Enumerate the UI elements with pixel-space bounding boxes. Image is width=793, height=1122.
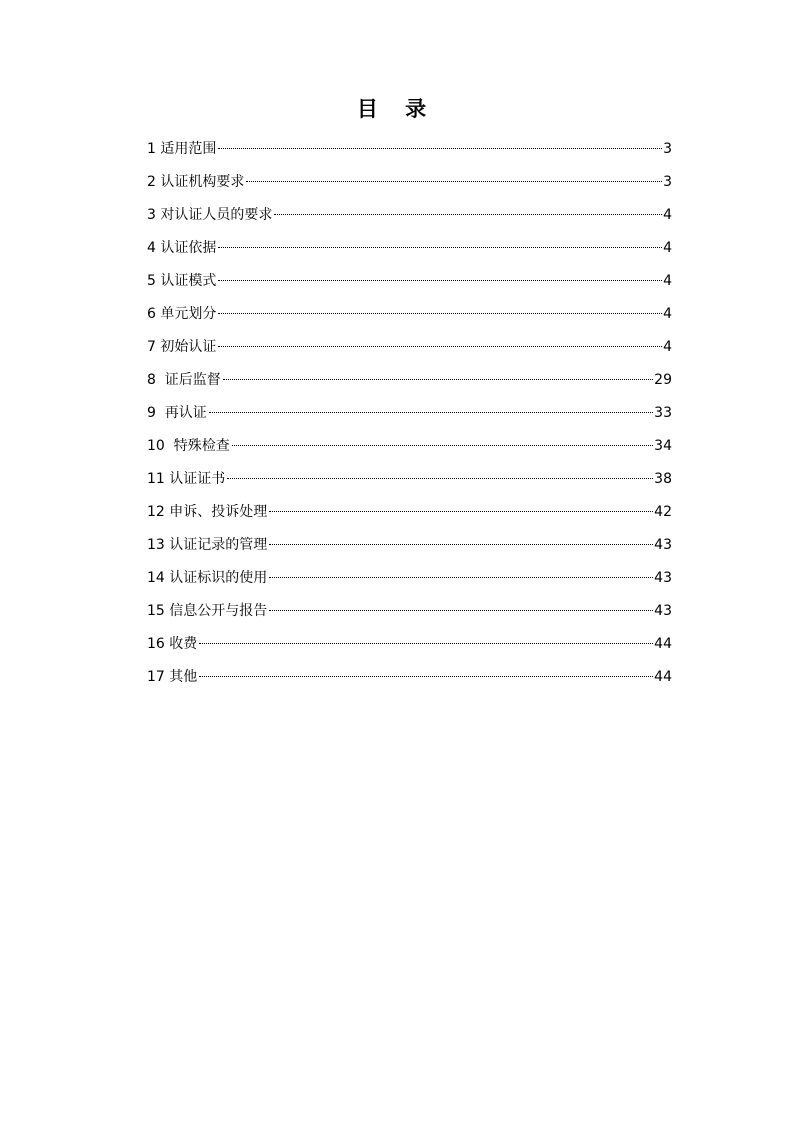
toc-page-number: 33 (654, 405, 672, 421)
toc-title: 目 录 (356, 97, 437, 121)
toc-entry-label: 15 信息公开与报告 (147, 603, 268, 619)
toc-dot-leader (269, 610, 653, 611)
toc-entry-label: 10 特殊检查 (147, 438, 230, 454)
toc-page-number: 3 (663, 174, 672, 190)
toc-entry[interactable] (147, 236, 672, 269)
toc-entry-label: 7 初始认证 (147, 339, 217, 355)
toc-entry[interactable] (147, 302, 672, 335)
toc-entry[interactable] (147, 533, 672, 566)
toc-page-number: 3 (663, 141, 672, 157)
toc-entry-label: 17 其他 (147, 669, 198, 685)
toc-entry[interactable] (147, 368, 672, 401)
toc-entry[interactable] (147, 467, 672, 500)
toc-page-number: 29 (654, 372, 672, 388)
toc-dot-leader (269, 511, 653, 512)
toc-dot-leader (199, 676, 653, 677)
toc-entry[interactable] (147, 599, 672, 632)
toc-dot-leader (274, 214, 662, 215)
toc-dot-leader (218, 313, 662, 314)
toc-dot-leader (218, 280, 662, 281)
toc-page-number: 38 (654, 471, 672, 487)
toc-page-number: 4 (663, 240, 672, 256)
toc-page-number: 43 (654, 603, 672, 619)
toc-entry-label: 6 单元划分 (147, 306, 217, 322)
toc-dot-leader (269, 577, 653, 578)
toc-page-number: 43 (654, 570, 672, 586)
toc-page-number: 44 (654, 636, 672, 652)
toc-page-number: 4 (663, 306, 672, 322)
toc-entry[interactable] (147, 335, 672, 368)
toc-dot-leader (218, 148, 662, 149)
toc-dot-leader (223, 379, 653, 380)
toc-entry-label: 11 认证证书 (147, 471, 226, 487)
toc-entry-label: 2 认证机构要求 (147, 174, 245, 190)
toc-page-number: 44 (654, 669, 672, 685)
toc-entry-label: 1 适用范围 (147, 141, 217, 157)
toc-entry[interactable] (147, 566, 672, 599)
toc-page-number: 34 (654, 438, 672, 454)
toc-entry[interactable] (147, 434, 672, 467)
toc-dot-leader (199, 643, 653, 644)
toc-entry-label: 16 收费 (147, 636, 198, 652)
toc-entry-label: 8 证后监督 (147, 372, 221, 388)
toc-page-number: 42 (654, 504, 672, 520)
toc-entry[interactable] (147, 137, 672, 170)
toc-entry-label: 9 再认证 (147, 405, 207, 421)
toc-page-number: 4 (663, 339, 672, 355)
toc-dot-leader (269, 544, 653, 545)
toc-list (147, 137, 672, 698)
toc-entry[interactable] (147, 401, 672, 434)
toc-entry-label: 4 认证依据 (147, 240, 217, 256)
toc-entry[interactable] (147, 500, 672, 533)
toc-entry[interactable] (147, 170, 672, 203)
toc-entry[interactable] (147, 269, 672, 302)
toc-entry-label: 13 认证记录的管理 (147, 537, 268, 553)
toc-dot-leader (246, 181, 662, 182)
toc-dot-leader (227, 478, 653, 479)
toc-entry-label: 12 申诉、投诉处理 (147, 504, 268, 520)
toc-dot-leader (209, 412, 653, 413)
toc-page-number: 4 (663, 273, 672, 289)
toc-entry[interactable] (147, 203, 672, 236)
toc-entry-label: 3 对认证人员的要求 (147, 207, 273, 223)
toc-entry-label: 5 认证模式 (147, 273, 217, 289)
toc-dot-leader (218, 247, 662, 248)
toc-page-number: 43 (654, 537, 672, 553)
toc-entry[interactable] (147, 632, 672, 665)
toc-dot-leader (232, 445, 653, 446)
toc-entry-label: 14 认证标识的使用 (147, 570, 268, 586)
toc-page-number: 4 (663, 207, 672, 223)
toc-dot-leader (218, 346, 662, 347)
toc-entry[interactable] (147, 665, 672, 698)
